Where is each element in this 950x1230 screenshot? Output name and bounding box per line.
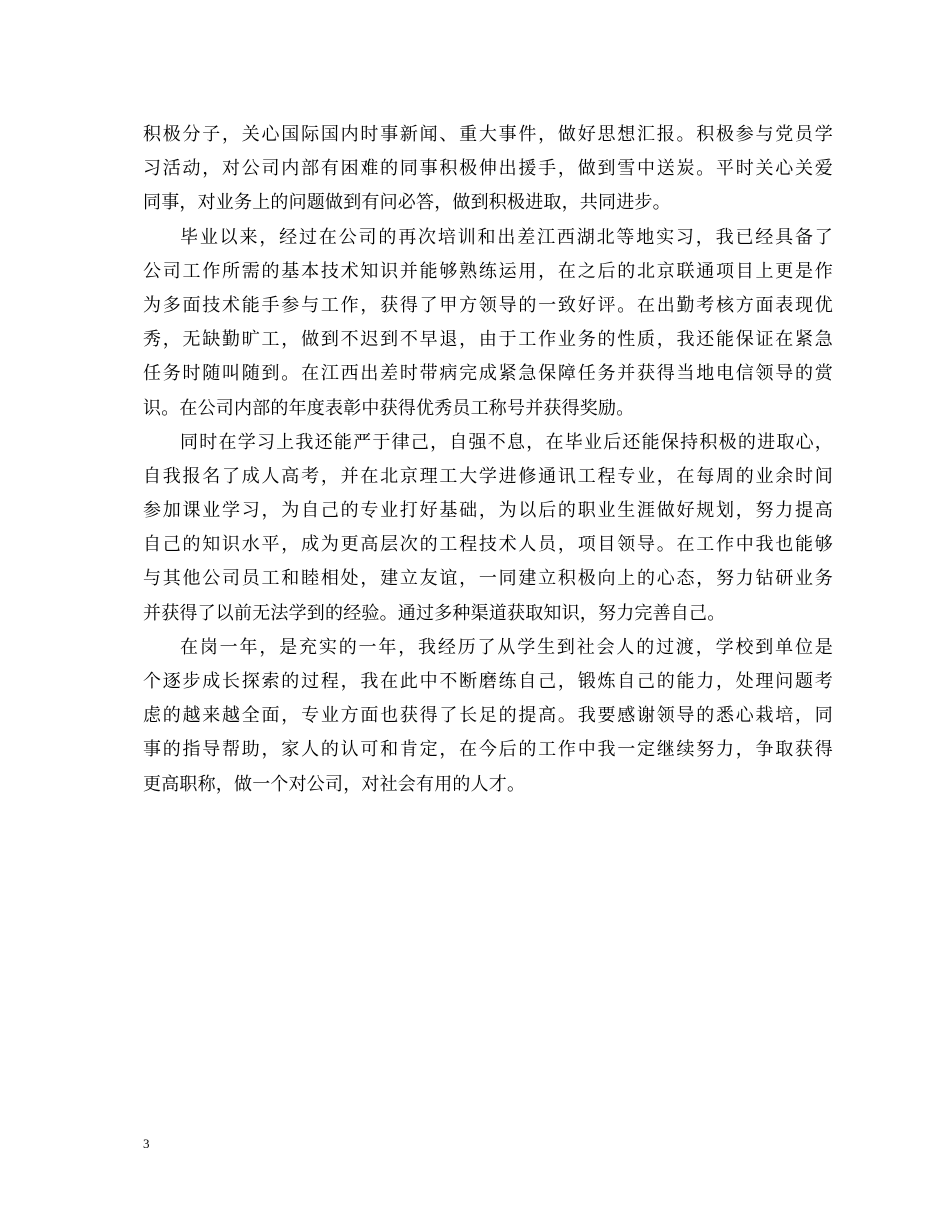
text-line: 同事，对业务上的问题做到有问必答，做到积极进取，共同进步。 (143, 192, 671, 214)
page-number: 3 (143, 1136, 150, 1151)
text-line: 公司工作所需的基本技术知识并能够熟练运用，在之后的北京联通项目上更是作 (143, 260, 833, 282)
text-line: 积极分子，关心国际国内时事新闻、重大事件，做好思想汇报。积极参与党员学 (143, 124, 833, 145)
text-line: 为多面技术能手参与工作，获得了甲方领导的一致好评。在出勤考核方面表现优 (143, 294, 833, 316)
body-text (143, 118, 833, 802)
text-line: 虑的越来越全面，专业方面也获得了长足的提高。我要感谢领导的悉心栽培，同 (143, 705, 833, 727)
paragraph (143, 426, 833, 631)
paragraph (143, 221, 833, 426)
text-line: 秀，无缺勤旷工，做到不迟到不早退，由于工作业务的性质，我还能保证在紧急 (143, 329, 833, 351)
text-line: 自己的知识水平，成为更高层次的工程技术人员，项目领导。在工作中我也能够 (143, 534, 833, 556)
text-line: 毕业以来，经过在公司的再次培训和出差江西湖北等地实习，我已经具备了 (180, 226, 833, 248)
text-line: 参加课业学习，为自己的专业打好基础，为以后的职业生涯做好规划，努力提高 (143, 500, 833, 522)
paragraph (143, 631, 833, 802)
text-line: 并获得了以前无法学到的经验。通过多种渠道获取知识，努力完善自己。 (143, 602, 726, 624)
text-line: 在岗一年，是充实的一年，我经历了从学生到社会人的过渡，学校到单位是 (180, 636, 833, 658)
text-line: 同时在学习上我还能严于律己，自强不息，在毕业后还能保持积极的进取心， (180, 431, 833, 453)
text-line: 与其他公司员工和睦相处，建立友谊，一同建立积极向上的心态，努力钻研业务 (143, 568, 833, 590)
text-line: 自我报名了成人高考，并在北京理工大学进修通讯工程专业，在每周的业余时间 (143, 465, 833, 487)
text-line: 习活动，对公司内部有困难的同事积极伸出援手，做到雪中送炭。平时关心关爱 (143, 158, 833, 180)
text-line: 更高职称，做一个对公司，对社会有用的人才。 (143, 773, 526, 795)
text-line: 识。在公司内部的年度表彰中获得优秀员工称号并获得奖励。 (143, 397, 635, 419)
paragraph (143, 118, 833, 221)
text-line: 事的指导帮助，家人的认可和肯定，在今后的工作中我一定继续努力，争取获得 (143, 739, 833, 761)
text-line: 个逐步成长探索的过程，我在此中不断磨练自己，锻炼自己的能力，处理问题考 (143, 671, 833, 692)
text-line: 任务时随叫随到。在江西出差时带病完成紧急保障任务并获得当地电信领导的赏 (143, 363, 833, 385)
